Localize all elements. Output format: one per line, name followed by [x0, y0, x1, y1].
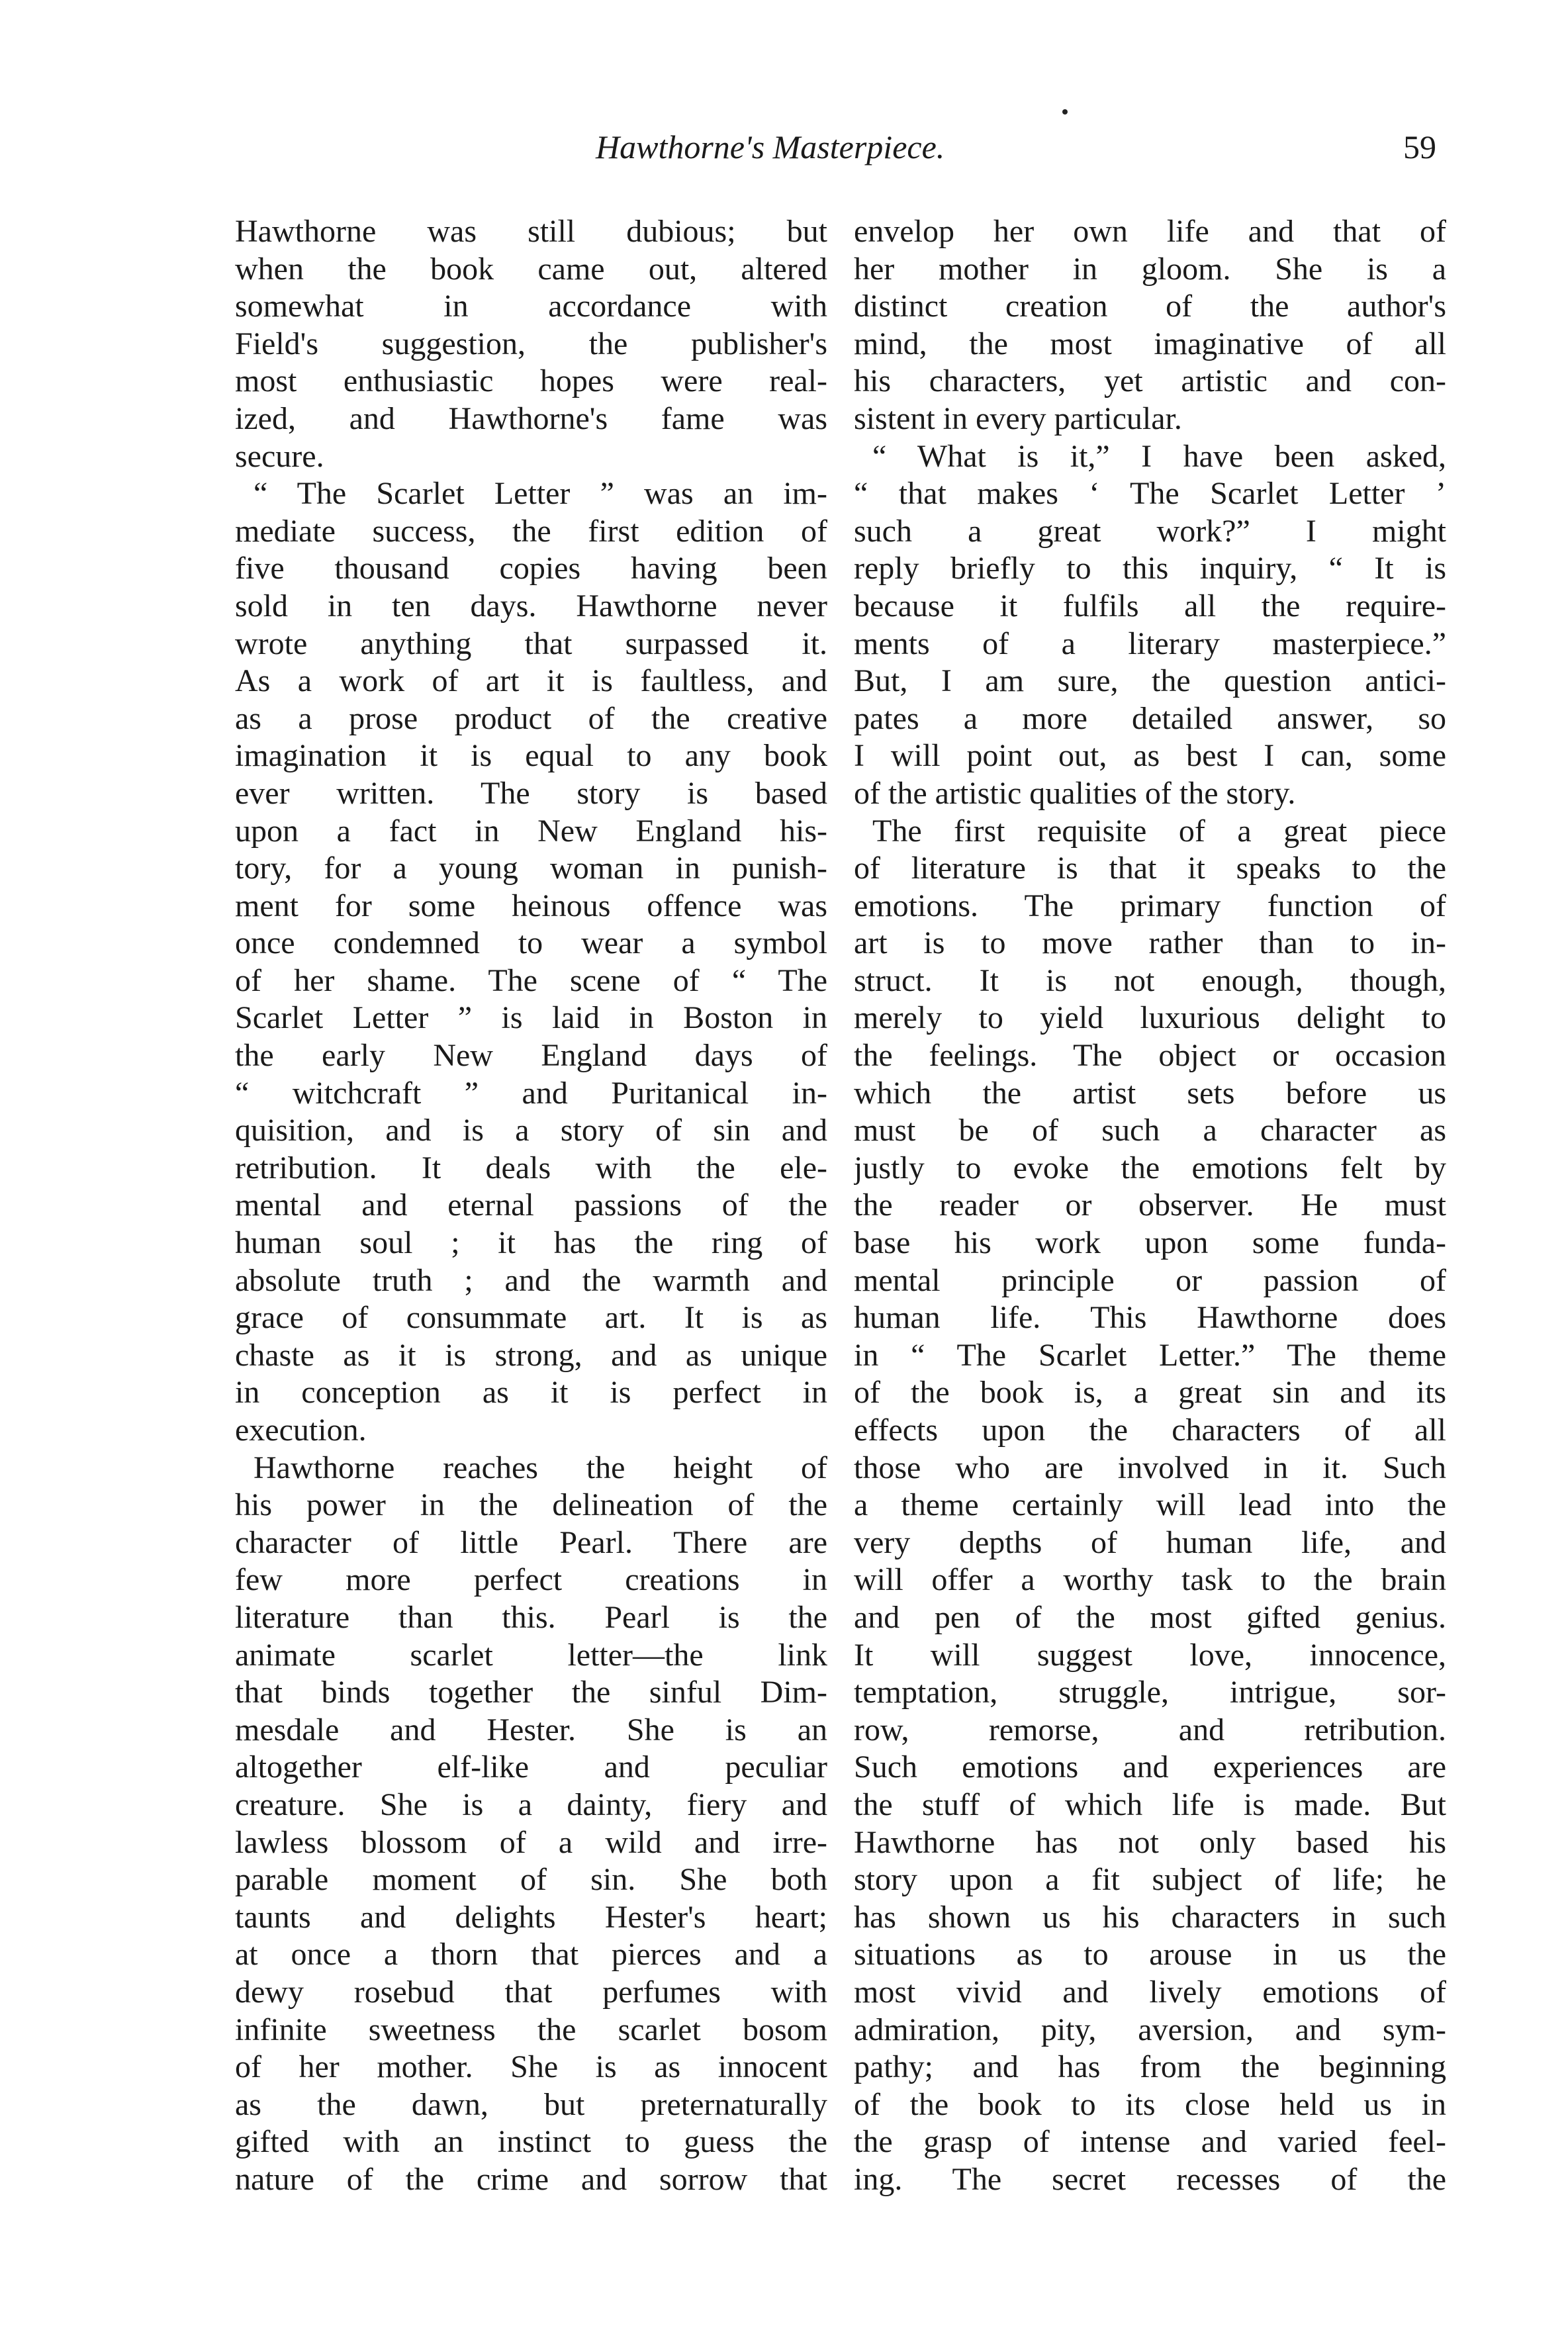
text-line: must be of such a character as — [854, 1113, 1446, 1148]
text-line: distinct creation of the author's — [854, 289, 1446, 324]
text-line: retribution. It deals with the ele- — [235, 1150, 827, 1186]
text-line: ments of a literary masterpiece.” — [854, 626, 1446, 661]
text-line: mental and eternal passions of the — [235, 1187, 827, 1223]
text-line: reply briefly to this inquiry, “ It is — [854, 551, 1446, 586]
text-line: will offer a worthy task to the brain — [854, 1562, 1446, 1598]
text-line: “ that makes ‘ The Scarlet Letter ’ — [854, 476, 1446, 512]
text-line: tory, for a young woman in punish- — [235, 851, 827, 886]
text-line: art is to move rather than to in- — [854, 925, 1446, 961]
text-line: a theme certainly will lead into the — [854, 1487, 1446, 1523]
text-line: pathy; and has from the beginning — [854, 2049, 1446, 2085]
text-line: human life. This Hawthorne does — [854, 1300, 1446, 1336]
text-line: As a work of art it is faultless, and — [235, 663, 827, 699]
text-line: upon a fact in New England his- — [235, 813, 827, 849]
text-line: as a prose product of the creative — [235, 700, 827, 736]
text-line: ized, and Hawthorne's fame was — [235, 400, 827, 436]
text-line: temptation, struggle, intrigue, sor- — [854, 1675, 1446, 1710]
text-line: mesdale and Hester. She is an — [235, 1712, 827, 1747]
left-column — [235, 213, 827, 2198]
text-line: such a great work?” I might — [854, 513, 1446, 549]
text-line: the grasp of intense and varied feel- — [854, 2124, 1446, 2160]
text-line: struct. It is not enough, though, — [854, 962, 1446, 998]
text-line: at once a thorn that pierces and a — [235, 1937, 827, 1973]
text-line: that binds together the sinful Dim- — [235, 1675, 827, 1710]
text-line: dewy rosebud that perfumes with — [235, 1974, 827, 2010]
text-line: quisition, and is a story of sin and — [235, 1113, 827, 1148]
text-line: sistent in every particular. — [854, 400, 1182, 436]
text-line: story upon a fit subject of life; he — [854, 1862, 1446, 1898]
text-line: the stuff of which life is made. But — [854, 1787, 1446, 1822]
text-line: few more perfect creations in — [235, 1562, 827, 1598]
text-line: ing. The secret recesses of the — [854, 2161, 1446, 2197]
text-line: of literature is that it speaks to the — [854, 851, 1446, 886]
text-line: taunts and delights Hester's heart; — [235, 1899, 827, 1935]
text-line: character of little Pearl. There are — [235, 1524, 827, 1560]
text-line: mind, the most imaginative of all — [854, 326, 1446, 361]
text-line: human soul ; it has the ring of — [235, 1225, 827, 1261]
text-line: of the book to its close held us in — [854, 2086, 1446, 2122]
text-line: because it fulfils all the require- — [854, 588, 1446, 624]
text-line: “ The Scarlet Letter ” was an im- — [254, 476, 827, 512]
page-number: 59 — [1403, 128, 1436, 165]
text-line: her mother in gloom. She is a — [854, 251, 1446, 287]
text-line: creature. She is a dainty, fiery and — [235, 1787, 827, 1822]
text-line: row, remorse, and retribution. — [854, 1712, 1446, 1747]
text-line: emotions. The primary function of — [854, 888, 1446, 923]
text-line: mediate success, the first edition of — [235, 513, 827, 549]
text-line: of her mother. She is as innocent — [235, 2049, 827, 2085]
text-line: envelop her own life and that of — [854, 214, 1446, 249]
text-line: base his work upon some funda- — [854, 1225, 1446, 1261]
text-line: which the artist sets before us — [854, 1075, 1446, 1111]
text-line: Field's suggestion, the publisher's — [235, 326, 827, 361]
text-line: literature than this. Pearl is the — [235, 1599, 827, 1635]
text-line: I will point out, as best I can, some — [854, 738, 1446, 774]
text-line: his power in the delineation of the — [235, 1487, 827, 1523]
text-line: justly to evoke the emotions felt by — [854, 1150, 1446, 1186]
text-line: chaste as it is strong, and as unique — [235, 1337, 827, 1373]
text-line: effects upon the characters of all — [854, 1413, 1446, 1448]
text-line: his characters, yet artistic and con- — [854, 363, 1446, 399]
text-line: very depths of human life, and — [854, 1524, 1446, 1560]
text-line: has shown us his characters in such — [854, 1899, 1446, 1935]
text-line: in conception as it is perfect in — [235, 1375, 827, 1411]
text-line: It will suggest love, innocence, — [854, 1637, 1446, 1673]
text-line: execution. — [235, 1413, 367, 1448]
text-line: somewhat in accordance with — [235, 289, 827, 324]
text-line: Hawthorne was still dubious; but — [235, 214, 827, 249]
text-line: of the artistic qualities of the story. — [854, 775, 1296, 811]
text-line: wrote anything that surpassed it. — [235, 626, 827, 661]
text-line: “ witchcraft ” and Puritanical in- — [235, 1075, 827, 1111]
text-line: parable moment of sin. She both — [235, 1862, 827, 1898]
text-line: most enthusiastic hopes were real- — [235, 363, 827, 399]
text-line: the reader or observer. He must — [854, 1187, 1446, 1223]
text-line: Scarlet Letter ” is laid in Boston in — [235, 1000, 827, 1036]
text-line: situations as to arouse in us the — [854, 1937, 1446, 1973]
text-line: admiration, pity, aversion, and sym- — [854, 2012, 1446, 2047]
text-line: imagination it is equal to any book — [235, 738, 827, 774]
text-line: merely to yield luxurious delight to — [854, 1000, 1446, 1036]
text-line: pates a more detailed answer, so — [854, 700, 1446, 736]
text-line: lawless blossom of a wild and irre- — [235, 1824, 827, 1860]
text-line: ment for some heinous offence was — [235, 888, 827, 923]
text-line: gifted with an instinct to guess the — [235, 2124, 827, 2160]
text-line: as the dawn, but preternaturally — [235, 2086, 827, 2122]
text-line: absolute truth ; and the warmth and — [235, 1262, 827, 1298]
text-line: sold in ten days. Hawthorne never — [235, 588, 827, 624]
print-speck — [1062, 109, 1068, 115]
text-line: ever written. The story is based — [235, 775, 827, 811]
text-line: Hawthorne has not only based his — [854, 1824, 1446, 1860]
text-line: Such emotions and experiences are — [854, 1749, 1446, 1785]
running-title: Hawthorne's Masterpiece. — [596, 128, 945, 165]
text-line: nature of the crime and sorrow that — [235, 2161, 827, 2197]
text-line: But, I am sure, the question antici- — [854, 663, 1446, 699]
text-line: the feelings. The object or occasion — [854, 1038, 1446, 1074]
text-line: secure. — [235, 438, 324, 474]
text-line: of her shame. The scene of “ The — [235, 962, 827, 998]
text-line: once condemned to wear a symbol — [235, 925, 827, 961]
right-column — [854, 213, 1446, 2198]
text-line: of the book is, a great sin and its — [854, 1375, 1446, 1411]
text-line: when the book came out, altered — [235, 251, 827, 287]
text-line: mental principle or passion of — [854, 1262, 1446, 1298]
text-line: the early New England days of — [235, 1038, 827, 1074]
text-line: in “ The Scarlet Letter.” The theme — [854, 1337, 1446, 1373]
text-line: most vivid and lively emotions of — [854, 1974, 1446, 2010]
text-line: altogether elf-like and peculiar — [235, 1749, 827, 1785]
text-line: infinite sweetness the scarlet bosom — [235, 2012, 827, 2047]
text-line: The first requisite of a great piece — [872, 813, 1446, 849]
text-line: five thousand copies having been — [235, 551, 827, 586]
text-line: those who are involved in it. Such — [854, 1450, 1446, 1485]
text-line: grace of consummate art. It is as — [235, 1300, 827, 1336]
text-line: “ What is it,” I have been asked, — [872, 438, 1446, 474]
text-line: Hawthorne reaches the height of — [254, 1450, 827, 1485]
running-head — [0, 126, 1568, 172]
text-line: animate scarlet letter—the link — [235, 1637, 827, 1673]
text-line: and pen of the most gifted genius. — [854, 1599, 1446, 1635]
